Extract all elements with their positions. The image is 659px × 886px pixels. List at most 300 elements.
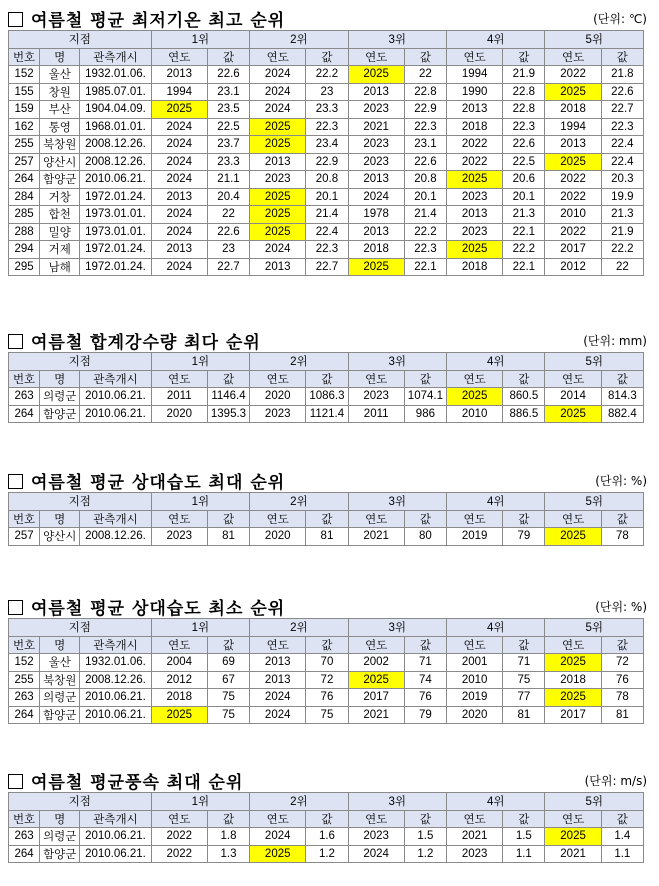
- year-cell-highlighted: 2025: [545, 405, 601, 423]
- value-cell: 20.8: [404, 171, 446, 189]
- value-cell: 23.7: [207, 136, 249, 154]
- station-header: 지점: [9, 353, 152, 371]
- rank-header: 5위: [545, 31, 644, 49]
- section-title: [8, 594, 285, 619]
- number-header: 번호: [9, 48, 40, 66]
- rank-header: 5위: [545, 493, 644, 511]
- value-cell: 22.6: [503, 136, 545, 154]
- year-cell: 1994: [151, 83, 207, 101]
- value-cell: 69: [207, 654, 249, 672]
- table-row: [9, 405, 644, 423]
- year-cell-highlighted: 2025: [250, 206, 306, 224]
- year-cell: 2024: [250, 83, 306, 101]
- rank-header: 5위: [545, 353, 644, 371]
- year-cell: 2022: [545, 171, 601, 189]
- table-row: [9, 188, 644, 206]
- section-header: [8, 466, 653, 492]
- start-date-cell: 1985.07.01.: [80, 83, 151, 101]
- value-cell: 23.4: [306, 136, 348, 154]
- section-title: [8, 768, 243, 793]
- year-header: 연도: [151, 48, 207, 66]
- year-header: 연도: [348, 810, 404, 828]
- year-cell: 2022: [545, 188, 601, 206]
- station-number-cell: 162: [9, 118, 40, 136]
- value-cell: 22.3: [404, 118, 446, 136]
- value-header: 값: [601, 48, 643, 66]
- table-row: [9, 706, 644, 724]
- year-cell: 2013: [151, 66, 207, 84]
- station-name-cell: 창원: [40, 83, 80, 101]
- start-date-cell: 1973.01.01.: [80, 223, 151, 241]
- year-cell: 2011: [348, 405, 404, 423]
- header-row-columns: [9, 48, 644, 66]
- start-date-cell: 2010.06.21.: [80, 828, 151, 846]
- name-header: 명: [40, 810, 80, 828]
- table-row: [9, 388, 644, 406]
- year-cell-highlighted: 2025: [250, 118, 306, 136]
- station-name-cell: 함양군: [40, 405, 80, 423]
- year-cell: 2004: [151, 654, 207, 672]
- value-cell: 1.3: [207, 845, 249, 863]
- ranking-table: [8, 618, 644, 724]
- station-number-cell: 159: [9, 101, 40, 119]
- station-name-cell: 의령군: [40, 689, 80, 707]
- value-cell: 22.2: [404, 223, 446, 241]
- value-cell: 23.1: [207, 83, 249, 101]
- value-header: 값: [306, 636, 348, 654]
- year-cell: 2024: [151, 258, 207, 276]
- start-date-cell: 2008.12.26.: [80, 136, 151, 154]
- year-cell: 2024: [151, 153, 207, 171]
- value-cell: 72: [306, 671, 348, 689]
- table-row: [9, 241, 644, 259]
- value-cell: 21.4: [306, 206, 348, 224]
- value-cell: 1.5: [404, 828, 446, 846]
- year-cell: 2021: [545, 845, 601, 863]
- value-cell: 1146.4: [207, 388, 249, 406]
- value-cell: 78: [601, 528, 643, 546]
- year-cell: 2023: [348, 828, 404, 846]
- value-cell: 20.3: [601, 171, 643, 189]
- year-cell: 2020: [447, 706, 503, 724]
- value-cell: 22.6: [601, 83, 643, 101]
- year-header: 연도: [151, 636, 207, 654]
- station-number-cell: 264: [9, 405, 40, 423]
- value-cell: 882.4: [601, 405, 643, 423]
- year-header: 연도: [151, 510, 207, 528]
- rank-header: 5위: [545, 619, 644, 637]
- year-cell: 2018: [447, 118, 503, 136]
- year-cell: 2020: [151, 405, 207, 423]
- table-holder: [8, 352, 653, 423]
- section-title-text: 여름철 평균풍속 최대 순위: [31, 773, 244, 793]
- value-header: 값: [207, 370, 249, 388]
- value-cell: 20.1: [503, 188, 545, 206]
- value-cell: 22.1: [503, 258, 545, 276]
- station-name-cell: 북창원: [40, 671, 80, 689]
- header-row-ranks: [9, 793, 644, 811]
- value-cell: 81: [207, 528, 249, 546]
- year-header: 연도: [447, 48, 503, 66]
- start-date-cell: 2008.12.26.: [80, 528, 151, 546]
- value-cell: 22.3: [503, 118, 545, 136]
- value-header: 값: [503, 510, 545, 528]
- section-title: [8, 468, 285, 493]
- value-cell: 76: [306, 689, 348, 707]
- year-cell: 2017: [348, 689, 404, 707]
- value-header: 값: [601, 370, 643, 388]
- value-cell: 70: [306, 654, 348, 672]
- year-cell: 2018: [348, 241, 404, 259]
- year-header: 연도: [348, 370, 404, 388]
- year-cell: 2024: [250, 241, 306, 259]
- table-row: [9, 101, 644, 119]
- checkbox-icon: [8, 474, 23, 489]
- year-cell: 2013: [250, 654, 306, 672]
- value-cell: 20.6: [503, 171, 545, 189]
- station-number-cell: 264: [9, 845, 40, 863]
- table-row: [9, 153, 644, 171]
- value-cell: 1.5: [503, 828, 545, 846]
- station-number-cell: 264: [9, 706, 40, 724]
- year-header: 연도: [545, 48, 601, 66]
- value-cell: 22.3: [404, 241, 446, 259]
- value-cell: 80: [404, 528, 446, 546]
- rank-header: 4위: [447, 353, 545, 371]
- year-cell-highlighted: 2025: [151, 706, 207, 724]
- section-header: [8, 766, 653, 792]
- name-header: 명: [40, 636, 80, 654]
- value-cell: 22: [601, 258, 643, 276]
- year-cell: 2014: [545, 388, 601, 406]
- year-header: 연도: [447, 510, 503, 528]
- value-cell: 71: [404, 654, 446, 672]
- unit-label: (단위: m/s): [584, 774, 647, 788]
- section-header: [8, 592, 653, 618]
- value-cell: 1.1: [601, 845, 643, 863]
- value-cell: 79: [503, 528, 545, 546]
- year-cell-highlighted: 2025: [447, 388, 503, 406]
- unit-label: (단위: %): [595, 600, 647, 614]
- value-header: 값: [404, 370, 446, 388]
- value-cell: 22.4: [306, 223, 348, 241]
- year-cell: 2018: [151, 689, 207, 707]
- section-header: [8, 4, 653, 30]
- table-row: [9, 258, 644, 276]
- table-row: [9, 171, 644, 189]
- start-date-cell: 2010.06.21.: [80, 845, 151, 863]
- year-cell-highlighted: 2025: [545, 83, 601, 101]
- value-cell: 1086.3: [306, 388, 348, 406]
- value-cell: 81: [503, 706, 545, 724]
- value-cell: 19.9: [601, 188, 643, 206]
- station-name-cell: 함양군: [40, 171, 80, 189]
- rank-header: 1위: [151, 619, 249, 637]
- value-cell: 23.1: [404, 136, 446, 154]
- year-cell: 2023: [348, 136, 404, 154]
- table-row: [9, 528, 644, 546]
- start-date-header: 관측개시: [80, 510, 151, 528]
- station-number-cell: 263: [9, 689, 40, 707]
- station-name-cell: 통영: [40, 118, 80, 136]
- header-row-columns: [9, 510, 644, 528]
- value-cell: 1395.3: [207, 405, 249, 423]
- year-header: 연도: [250, 370, 306, 388]
- unit-label: (단위: %): [595, 474, 647, 488]
- rank-header: 3위: [348, 493, 446, 511]
- value-cell: 1.8: [207, 828, 249, 846]
- value-cell: 81: [601, 706, 643, 724]
- start-date-cell: 2010.06.21.: [80, 388, 151, 406]
- value-cell: 23.3: [306, 101, 348, 119]
- station-name-cell: 밀양: [40, 223, 80, 241]
- station-number-cell: 155: [9, 83, 40, 101]
- year-cell-highlighted: 2025: [447, 241, 503, 259]
- rank-header: 2위: [250, 793, 348, 811]
- value-cell: 22.2: [503, 241, 545, 259]
- start-date-cell: 1968.01.01.: [80, 118, 151, 136]
- year-cell: 2018: [447, 258, 503, 276]
- unit-label: (단위: mm): [583, 334, 647, 348]
- value-cell: 20.1: [306, 188, 348, 206]
- year-cell-highlighted: 2025: [348, 258, 404, 276]
- table-holder: [8, 618, 653, 724]
- ranking-table: [8, 792, 644, 863]
- station-number-cell: 295: [9, 258, 40, 276]
- year-cell: 2021: [348, 706, 404, 724]
- header-row-ranks: [9, 353, 644, 371]
- year-cell-highlighted: 2025: [250, 223, 306, 241]
- table-row: [9, 654, 644, 672]
- value-cell: 1.6: [306, 828, 348, 846]
- value-header: 값: [306, 810, 348, 828]
- value-cell: 22.7: [601, 101, 643, 119]
- year-cell: 2024: [250, 706, 306, 724]
- year-cell: 2022: [545, 223, 601, 241]
- table-row: [9, 689, 644, 707]
- year-cell: 2024: [151, 223, 207, 241]
- value-cell: 22: [207, 206, 249, 224]
- year-header: 연도: [545, 370, 601, 388]
- value-cell: 79: [404, 706, 446, 724]
- station-name-cell: 거제: [40, 241, 80, 259]
- value-cell: 22.9: [306, 153, 348, 171]
- year-cell: 2010: [447, 671, 503, 689]
- year-cell: 2024: [151, 118, 207, 136]
- value-cell: 22.1: [503, 223, 545, 241]
- value-header: 값: [306, 48, 348, 66]
- value-cell: 22.6: [207, 66, 249, 84]
- value-cell: 22: [404, 66, 446, 84]
- year-cell-highlighted: 2025: [250, 136, 306, 154]
- station-name-cell: 울산: [40, 66, 80, 84]
- year-cell: 2024: [151, 171, 207, 189]
- station-number-cell: 294: [9, 241, 40, 259]
- value-cell: 22.2: [601, 241, 643, 259]
- year-cell-highlighted: 2025: [250, 188, 306, 206]
- year-header: 연도: [348, 510, 404, 528]
- year-cell: 1994: [447, 66, 503, 84]
- header-row-ranks: [9, 619, 644, 637]
- start-date-header: 관측개시: [80, 370, 151, 388]
- ranking-table: [8, 30, 644, 276]
- value-cell: 22.3: [601, 118, 643, 136]
- number-header: 번호: [9, 370, 40, 388]
- station-number-cell: 152: [9, 654, 40, 672]
- year-cell: 2022: [151, 845, 207, 863]
- value-cell: 77: [503, 689, 545, 707]
- station-number-cell: 257: [9, 528, 40, 546]
- year-cell: 2024: [250, 828, 306, 846]
- value-header: 값: [404, 636, 446, 654]
- table-row: [9, 66, 644, 84]
- rank-header: 4위: [447, 493, 545, 511]
- value-cell: 20.4: [207, 188, 249, 206]
- station-header: 지점: [9, 31, 152, 49]
- station-name-cell: 합천: [40, 206, 80, 224]
- year-cell: 2002: [348, 654, 404, 672]
- value-cell: 23.3: [207, 153, 249, 171]
- start-date-cell: 2010.06.21.: [80, 171, 151, 189]
- start-date-header: 관측개시: [80, 48, 151, 66]
- station-name-cell: 의령군: [40, 388, 80, 406]
- value-cell: 1121.4: [306, 405, 348, 423]
- checkbox-icon: [8, 774, 23, 789]
- year-cell: 2022: [151, 828, 207, 846]
- year-cell: 2013: [348, 171, 404, 189]
- year-cell: 2013: [447, 206, 503, 224]
- section-header: [8, 326, 653, 352]
- year-cell: 1994: [545, 118, 601, 136]
- rank-header: 5위: [545, 793, 644, 811]
- value-cell: 22.2: [306, 66, 348, 84]
- value-header: 값: [404, 48, 446, 66]
- station-number-cell: 285: [9, 206, 40, 224]
- start-date-cell: 1972.01.24.: [80, 188, 151, 206]
- year-cell-highlighted: 2025: [151, 101, 207, 119]
- value-cell: 1.4: [601, 828, 643, 846]
- header-row-ranks: [9, 31, 644, 49]
- value-header: 값: [404, 810, 446, 828]
- year-cell: 2013: [348, 223, 404, 241]
- station-number-cell: 255: [9, 136, 40, 154]
- table-row: [9, 845, 644, 863]
- value-cell: 81: [306, 528, 348, 546]
- value-cell: 21.3: [601, 206, 643, 224]
- value-cell: 75: [503, 671, 545, 689]
- station-name-cell: 부산: [40, 101, 80, 119]
- value-cell: 22.8: [503, 83, 545, 101]
- year-cell-highlighted: 2025: [545, 153, 601, 171]
- year-cell: 2021: [348, 528, 404, 546]
- rank-header: 3위: [348, 353, 446, 371]
- year-cell: 2013: [250, 671, 306, 689]
- year-cell: 2020: [250, 388, 306, 406]
- station-number-cell: 264: [9, 171, 40, 189]
- year-cell: 2013: [250, 153, 306, 171]
- value-header: 값: [503, 48, 545, 66]
- year-cell: 2023: [151, 528, 207, 546]
- value-cell: 22.5: [207, 118, 249, 136]
- value-cell: 860.5: [503, 388, 545, 406]
- year-cell: 2017: [545, 706, 601, 724]
- header-row-ranks: [9, 493, 644, 511]
- value-cell: 21.4: [404, 206, 446, 224]
- rank-header: 3위: [348, 793, 446, 811]
- year-cell: 2023: [348, 153, 404, 171]
- value-cell: 71: [503, 654, 545, 672]
- rank-header: 1위: [151, 493, 249, 511]
- year-cell: 2021: [447, 828, 503, 846]
- name-header: 명: [40, 370, 80, 388]
- section-title-text: 여름철 평균 상대습도 최소 순위: [31, 599, 286, 619]
- section-title-text: 여름철 평균 최저기온 최고 순위: [31, 11, 286, 31]
- year-header: 연도: [545, 636, 601, 654]
- value-cell: 21.9: [503, 66, 545, 84]
- value-cell: 78: [601, 689, 643, 707]
- station-name-cell: 남해: [40, 258, 80, 276]
- year-cell: 2001: [447, 654, 503, 672]
- year-cell: 2023: [348, 101, 404, 119]
- header-row-columns: [9, 810, 644, 828]
- value-header: 값: [207, 636, 249, 654]
- start-date-header: 관측개시: [80, 636, 151, 654]
- station-number-cell: 288: [9, 223, 40, 241]
- year-cell: 2021: [348, 118, 404, 136]
- value-cell: 21.3: [503, 206, 545, 224]
- section-min-temp: [8, 4, 653, 276]
- value-cell: 22.3: [306, 241, 348, 259]
- value-cell: 21.8: [601, 66, 643, 84]
- year-cell: 2013: [151, 241, 207, 259]
- station-name-cell: 거창: [40, 188, 80, 206]
- start-date-cell: 1972.01.24.: [80, 241, 151, 259]
- section-humidity-min: [8, 592, 653, 724]
- value-cell: 22.8: [503, 101, 545, 119]
- year-cell: 2010: [545, 206, 601, 224]
- rank-header: 2위: [250, 353, 348, 371]
- value-cell: 21.1: [207, 171, 249, 189]
- year-cell-highlighted: 2025: [545, 654, 601, 672]
- value-cell: 22.6: [207, 223, 249, 241]
- start-date-cell: 1972.01.24.: [80, 258, 151, 276]
- number-header: 번호: [9, 810, 40, 828]
- header-row-columns: [9, 636, 644, 654]
- value-cell: 76: [601, 671, 643, 689]
- year-header: 연도: [447, 810, 503, 828]
- value-header: 값: [207, 48, 249, 66]
- start-date-cell: 1932.01.06.: [80, 66, 151, 84]
- station-name-cell: 울산: [40, 654, 80, 672]
- value-header: 값: [503, 636, 545, 654]
- value-cell: 22.1: [404, 258, 446, 276]
- section-title-text: 여름철 평균 상대습도 최대 순위: [31, 473, 286, 493]
- rank-header: 3위: [348, 31, 446, 49]
- year-cell-highlighted: 2025: [447, 171, 503, 189]
- year-cell: 2013: [545, 136, 601, 154]
- section-precipitation: [8, 326, 653, 423]
- station-number-cell: 284: [9, 188, 40, 206]
- table-row: [9, 206, 644, 224]
- station-name-cell: 북창원: [40, 136, 80, 154]
- value-header: 값: [306, 370, 348, 388]
- table-holder: [8, 792, 653, 863]
- rank-header: 1위: [151, 31, 249, 49]
- start-date-cell: 2008.12.26.: [80, 671, 151, 689]
- value-cell: 22.4: [601, 136, 643, 154]
- table-row: [9, 223, 644, 241]
- value-header: 값: [601, 636, 643, 654]
